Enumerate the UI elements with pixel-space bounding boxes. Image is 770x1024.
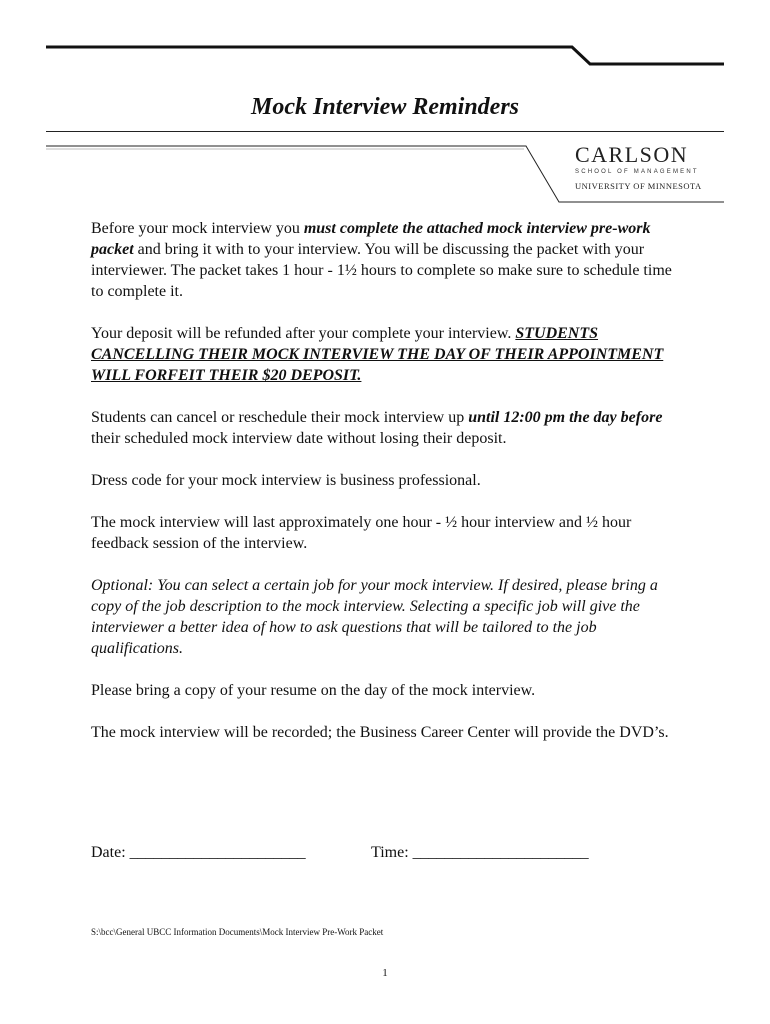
paragraph-text: Before your mock interview you	[91, 220, 304, 237]
paragraph-prework	[91, 218, 681, 302]
document-body	[91, 218, 681, 764]
logo-name: CARLSON	[575, 142, 689, 167]
paragraph-deposit	[91, 323, 681, 386]
document-title: Mock Interview Reminders	[251, 94, 519, 120]
emphasis-text: must complete the attached mock interview pre-work packet	[91, 220, 651, 258]
logo-university: UNIVERSITY OF MINNESOTA	[575, 181, 702, 191]
footer-file-path: S:\bcc\General UBCC Information Documents\Mock Interview Pre-Work Packet	[91, 927, 384, 937]
paragraph-dress-code: Dress code for your mock interview is business professional.	[91, 472, 481, 489]
paragraph-text: and bring it with to your interview. You will be discussing the packet with your interviewer. The packet takes 1 hour - 1½ hours to complete so make sure to schedule time to complete it.	[91, 241, 672, 300]
carlson-logo	[575, 143, 725, 193]
paragraph-recording: The mock interview will be recorded; the Business Career Center will provide the DVD’s.	[91, 724, 669, 741]
top-decorative-rule	[0, 0, 770, 80]
paragraph-text: their scheduled mock interview date without losing their deposit.	[91, 430, 507, 447]
paragraph-text: Your deposit will be refunded after your complete your interview.	[91, 325, 516, 342]
warning-text: STUDENTS CANCELLING THEIR MOCK INTERVIEW THE DAY OF THEIR APPOINTMENT WILL FORFEIT THEIR $20 DEPOSIT.	[91, 325, 664, 384]
emphasis-text: until 12:00 pm the day before	[468, 409, 663, 426]
time-field[interactable]: Time: ______________________	[371, 844, 589, 861]
title-divider	[46, 131, 724, 132]
paragraph-text: Students can cancel or reschedule their mock interview up	[91, 409, 469, 426]
paragraph-cancellation	[91, 407, 681, 449]
page-number: 1	[382, 967, 388, 979]
logo-school: SCHOOL OF MANAGEMENT	[575, 169, 699, 175]
paragraph-optional: Optional: You can select a certain job for your mock interview. If desired, please bring a copy of the job description to the mock interview. Selecting a specific job will give the interviewer a better idea of how to ask questions that will be tailored to the job qualifications.	[91, 577, 658, 657]
paragraph-duration: The mock interview will last approximately one hour - ½ hour interview and ½ hour feedback session of the interview.	[91, 514, 632, 552]
paragraph-resume: Please bring a copy of your resume on the day of the mock interview.	[91, 682, 536, 699]
date-field[interactable]: Date: ______________________	[91, 844, 306, 861]
